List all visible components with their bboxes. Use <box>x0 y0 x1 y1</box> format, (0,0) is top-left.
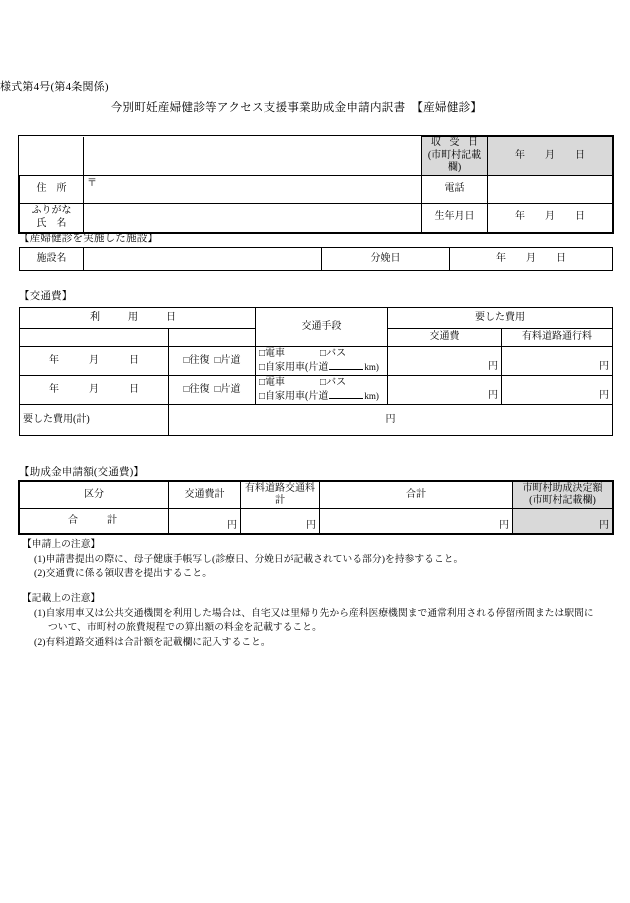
transport-means-header: 交通手段 <box>256 308 388 347</box>
note-number: (1) <box>34 607 46 619</box>
toll-value[interactable] <box>502 376 613 405</box>
receipt-date-value[interactable]: 年 月 日 <box>488 137 613 176</box>
fare-value[interactable] <box>388 347 502 376</box>
name-label: ふりがな 氏 名 <box>20 203 84 232</box>
facility-name-value[interactable] <box>84 248 322 271</box>
toll-total-unit: 円 <box>306 519 316 531</box>
facility-table <box>19 247 613 271</box>
bus-checkbox[interactable]: □バス <box>320 347 347 359</box>
transport-row <box>20 376 613 405</box>
transport-header-row-1 <box>20 308 613 329</box>
fare-total-unit: 円 <box>227 519 237 531</box>
note-text: 自家用車又は公共交通機関を利用した場合は、自宅又は里帰り先から産科医療機関まで通常利用される停留所間または駅間に <box>45 607 594 619</box>
transport-section-heading: 【交通費】 <box>19 291 73 302</box>
facility-name-label: 施設名 <box>20 248 84 271</box>
subsidy-section-heading: 【助成金申請額(交通費)】 <box>19 467 145 478</box>
trip-type-cell[interactable] <box>169 376 256 405</box>
transport-means-cell[interactable] <box>256 347 388 376</box>
fare-value[interactable] <box>388 376 502 405</box>
birthdate-label: 生年月日 <box>422 203 488 232</box>
facility-section-heading: 【産婦健診を実施した施設】 <box>19 233 159 244</box>
car-checkbox[interactable]: □自家用車(片道 <box>259 391 329 402</box>
subsidy-total-row <box>20 509 613 534</box>
facility-row <box>20 248 613 271</box>
transport-total-row <box>20 405 613 436</box>
note-number: (2) <box>34 636 46 648</box>
name-row <box>20 203 613 232</box>
municipal-decision-value[interactable] <box>513 509 613 534</box>
trip-type-cell[interactable] <box>169 347 256 376</box>
oneway-checkbox[interactable]: □片道 <box>214 354 241 366</box>
use-date-value[interactable]: 年 月 日 <box>20 347 169 376</box>
note-text: 有料道路交通料は合計額を記載欄に記入すること。 <box>45 636 271 648</box>
use-date-value[interactable]: 年 月 日 <box>20 376 169 405</box>
list-item <box>22 607 594 636</box>
car-distance-input[interactable] <box>329 389 363 399</box>
application-notes-heading: 【申請上の注意】 <box>22 539 101 550</box>
receipt-date-row <box>20 137 613 176</box>
fare-unit: 円 <box>488 389 498 401</box>
phone-label: 電話 <box>422 175 488 203</box>
postal-mark-icon: 〒 <box>87 177 97 189</box>
toll-unit: 円 <box>599 389 609 401</box>
grand-total-unit: 円 <box>499 519 509 531</box>
note-number: (1) <box>34 553 46 565</box>
toll-header: 有料道路通行料 <box>502 329 613 347</box>
car-distance-input[interactable] <box>329 360 363 370</box>
entry-notes-list <box>22 607 594 651</box>
toll-value[interactable] <box>502 347 613 376</box>
list-item <box>22 636 594 651</box>
applicant-table <box>19 136 613 233</box>
transport-total-value[interactable]: 円 <box>169 405 613 436</box>
list-item <box>22 567 463 582</box>
car-checkbox[interactable]: □自家用車(片道 <box>259 362 329 373</box>
document-title: 今別町妊産婦健診等アクセス支援事業助成金申請内訳書 【産婦健診】 <box>110 102 483 114</box>
train-checkbox[interactable]: □電車 <box>259 376 286 388</box>
toll-total-header: 有料道路交通料計 <box>241 482 320 509</box>
cost-required-header: 要した費用 <box>388 308 613 329</box>
category-value: 合 計 <box>20 509 169 534</box>
municipal-decision-unit: 円 <box>599 519 609 531</box>
fare-header: 交通費 <box>388 329 502 347</box>
bus-checkbox[interactable]: □バス <box>320 376 347 388</box>
grand-total-header: 合計 <box>320 482 513 509</box>
birthdate-value[interactable]: 年 月 日 <box>488 203 613 232</box>
receipt-date-label: 収 受 日 (市町村記載欄) <box>422 137 488 176</box>
fare-unit: 円 <box>488 360 498 372</box>
trip-type-sub-header <box>169 329 256 347</box>
toll-total-value[interactable] <box>241 509 320 534</box>
note-text: 申請書提出の際に、母子健康手帳写し(診療日、分娩日が記載されている部分)を持参すること。 <box>45 553 464 565</box>
toll-unit: 円 <box>599 360 609 372</box>
roundtrip-checkbox[interactable]: □往復 <box>183 383 210 395</box>
form-number: 様式第4号(第4条関係) <box>0 81 109 93</box>
note-text-continued: ついて、市町村の旅費規程での算出額の料金を記載すること。 <box>48 622 322 634</box>
address-value[interactable] <box>84 175 422 203</box>
subsidy-table <box>19 481 613 534</box>
car-distance-unit: km) <box>364 362 379 372</box>
list-item <box>22 553 463 568</box>
delivery-date-label: 分娩日 <box>322 248 450 271</box>
application-notes-list <box>22 553 463 582</box>
fare-total-header: 交通費計 <box>169 482 241 509</box>
subsidy-header-row <box>20 482 613 509</box>
oneway-checkbox[interactable]: □片道 <box>214 383 241 395</box>
address-row <box>20 175 613 203</box>
car-distance-unit: km) <box>364 391 379 401</box>
municipal-decision-header: 市町村助成決定額 (市町村記載欄) <box>513 482 613 509</box>
note-number: (2) <box>34 568 46 580</box>
use-date-sub-header <box>20 329 169 347</box>
application-notes <box>22 538 463 582</box>
transport-means-cell[interactable] <box>256 376 388 405</box>
name-value[interactable] <box>84 203 422 232</box>
use-date-header: 利 用 日 <box>20 308 256 329</box>
grand-total-value[interactable] <box>320 509 513 534</box>
entry-notes-heading: 【記載上の注意】 <box>22 593 101 604</box>
address-label: 住 所 <box>20 175 84 203</box>
roundtrip-checkbox[interactable]: □往復 <box>183 354 210 366</box>
phone-value[interactable] <box>488 175 613 203</box>
delivery-date-value[interactable]: 年 月 日 <box>450 248 613 271</box>
transport-total-label: 要した費用(計) <box>20 405 169 436</box>
fare-total-value[interactable] <box>169 509 241 534</box>
transport-row <box>20 347 613 376</box>
transport-table <box>19 307 613 436</box>
entry-notes <box>22 592 594 650</box>
train-checkbox[interactable]: □電車 <box>259 347 286 359</box>
note-text: 交通費に係る領収書を提出すること。 <box>45 568 212 580</box>
category-header: 区分 <box>20 482 169 509</box>
